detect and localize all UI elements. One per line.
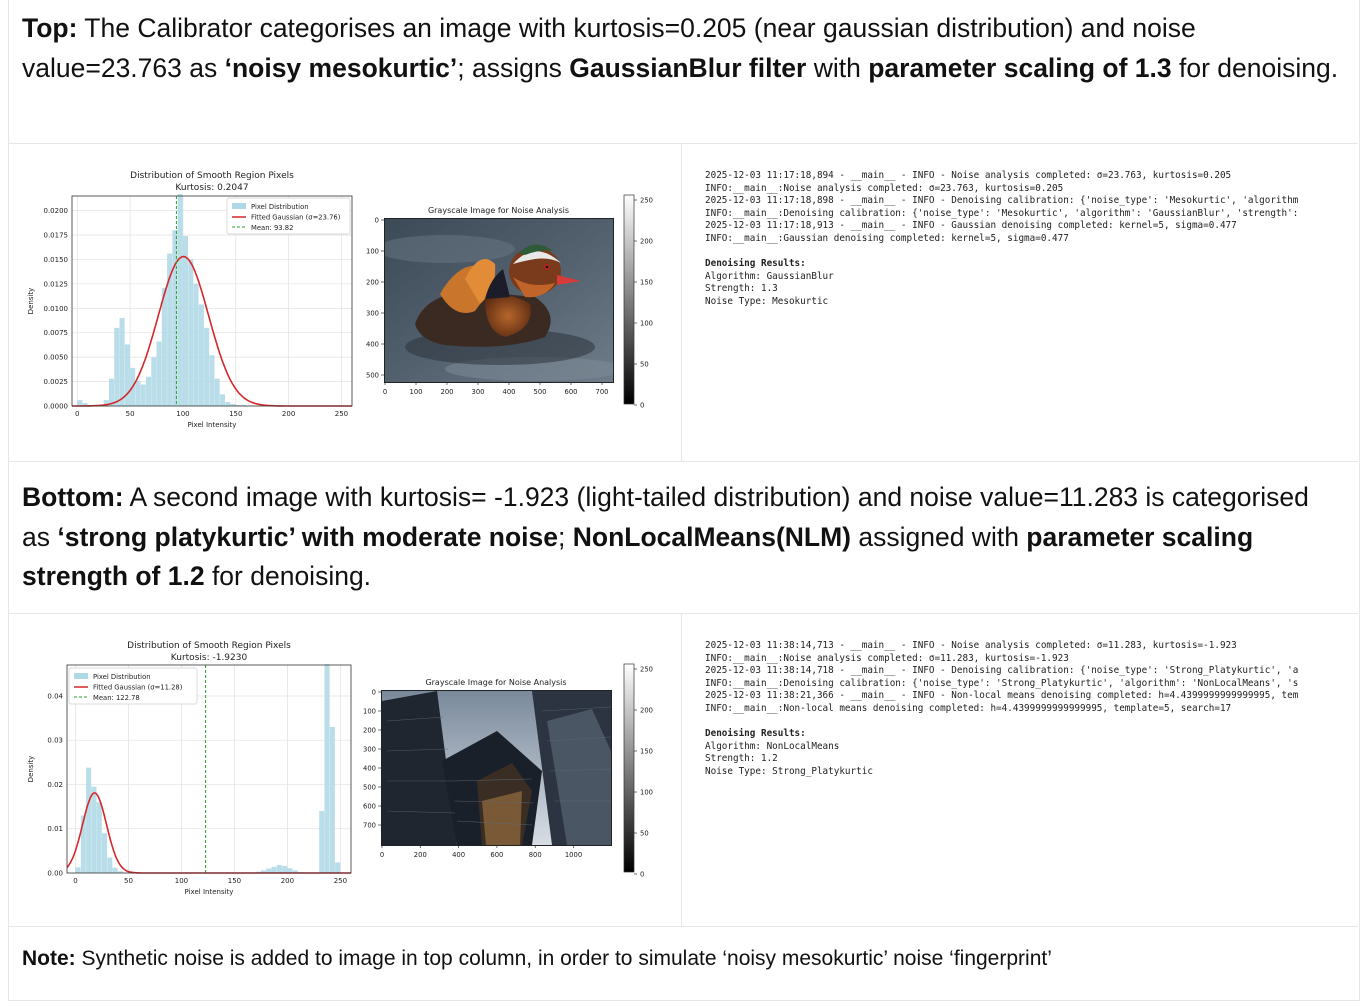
- text: with: [806, 52, 869, 83]
- colorbar-tick-label: 200: [640, 706, 653, 715]
- histogram-bar: [215, 379, 220, 406]
- x-tick-label: 100: [409, 388, 423, 396]
- histogram-bar: [194, 284, 199, 406]
- text: ; assigns: [457, 52, 570, 83]
- chart-subtitle: Kurtosis: 0.2047: [175, 183, 249, 193]
- x-axis-label: Pixel Intensity: [187, 421, 237, 429]
- x-tick-label: 50: [125, 410, 135, 418]
- note: [22, 944, 1052, 974]
- colorbar-tick-label: 250: [640, 196, 653, 205]
- histogram-bar: [225, 402, 230, 406]
- note-label: Note:: [22, 947, 76, 970]
- histogram-bar: [178, 194, 183, 406]
- colorbar-tick-label: 250: [640, 665, 653, 674]
- x-tick-label: 700: [595, 388, 609, 396]
- histogram-bar: [272, 867, 277, 873]
- y-tick-label: 0.02: [47, 780, 63, 789]
- results-header: Denoising Results:: [705, 258, 806, 270]
- y-tick-label: 0: [374, 216, 379, 225]
- top-description: [22, 9, 1342, 88]
- bold-text: GaussianBlur filter: [569, 52, 807, 83]
- x-tick-label: 1000: [564, 851, 583, 859]
- colorbar-tick-label: 200: [640, 237, 653, 246]
- log-line: 2025-12-03 11:17:18,898 - __main__ - INFO - Denoising calibration: {'noise_type': 'Mesokurtic', 'algorithm: [705, 195, 1299, 207]
- colorbar-tick-label: 150: [640, 747, 653, 756]
- y-tick-label: 0: [371, 688, 376, 697]
- bold-text: NonLocalMeans(NLM): [572, 521, 851, 552]
- chart-subtitle: Kurtosis: -1.9230: [170, 653, 248, 663]
- colorbar-tick-label: 100: [640, 788, 653, 797]
- colorbar-tick-label: 150: [640, 278, 653, 287]
- bold-text: ‘strong platykurtic’ with moderate noise: [57, 521, 559, 552]
- y-tick-label: 0.0100: [43, 304, 68, 313]
- y-axis-label: Density: [27, 287, 35, 315]
- x-tick-label: 200: [440, 388, 454, 396]
- histogram-bar: [125, 344, 130, 406]
- x-tick-label: 400: [452, 851, 466, 859]
- y-tick-label: 100: [366, 247, 379, 256]
- results-header: Denoising Results:: [705, 728, 806, 740]
- histogram-bar: [97, 802, 102, 873]
- colorbar-tick-label: 0: [640, 401, 645, 410]
- x-tick-label: 100: [174, 877, 189, 885]
- histogram-bar: [75, 867, 80, 873]
- y-axis-label: Density: [27, 755, 35, 783]
- log-line: INFO:__main__:Noise analysis completed: σ=23.763, kurtosis=0.205: [705, 182, 1064, 194]
- histogram-bar: [199, 304, 204, 406]
- image-title: Grayscale Image for Noise Analysis: [427, 206, 570, 215]
- x-tick-label: 200: [281, 410, 296, 418]
- x-tick-label: 250: [333, 877, 348, 885]
- y-tick-label: 300: [363, 745, 376, 754]
- bold-text: Top:: [22, 13, 78, 43]
- x-tick-label: 400: [502, 388, 516, 396]
- x-axis-label: Pixel Intensity: [184, 888, 234, 896]
- x-tick-label: 150: [227, 877, 242, 885]
- legend-label: Fitted Gaussian (σ=11.28): [93, 683, 183, 692]
- x-tick-label: 600: [564, 388, 578, 396]
- result-line: Algorithm: NonLocalMeans: [705, 740, 840, 752]
- divider: [8, 143, 1358, 144]
- legend-label: Mean: 93.82: [251, 224, 294, 232]
- histogram-bar: [146, 377, 151, 406]
- y-tick-label: 0.03: [47, 736, 63, 745]
- text: for denoising.: [204, 561, 372, 591]
- x-tick-label: 200: [280, 877, 295, 885]
- y-tick-label: 200: [363, 726, 376, 735]
- y-tick-label: 0.0200: [43, 207, 68, 216]
- grayscale-duck-photo: [384, 218, 614, 383]
- colorbar-tick-label: 50: [640, 829, 649, 838]
- bottom-description: [22, 478, 1342, 597]
- divider: [8, 926, 1358, 927]
- legend-swatch-bar: [232, 203, 246, 209]
- x-tick-label: 250: [334, 410, 349, 418]
- histogram-bar: [188, 259, 193, 406]
- histogram-chart-bottom: [24, 636, 362, 898]
- log-line: 2025-12-03 11:17:18,894 - __main__ - INFO - Noise analysis completed: σ=23.763, kurtosis=0.205: [705, 170, 1232, 181]
- log-line: INFO:__main__:Denoising calibration: {'noise_type': 'Strong_Platykurtic', 'algorithm': 'NonLocalMeans', 's: [705, 677, 1299, 689]
- text: assigned with: [851, 521, 1027, 552]
- histogram-bar: [141, 385, 146, 406]
- histogram-bar: [91, 787, 96, 873]
- histogram-bar: [114, 328, 119, 406]
- log-gap: [705, 246, 1338, 259]
- colorbar-tick-label: 0: [640, 870, 645, 879]
- histogram-bar: [107, 858, 112, 873]
- x-tick-label: 600: [490, 851, 504, 859]
- x-tick-label: 200: [413, 851, 427, 859]
- x-tick-label: 800: [528, 851, 542, 859]
- log-gap: [705, 716, 1338, 729]
- result-line: Strength: 1.2: [705, 753, 778, 765]
- y-tick-label: 0.04: [47, 692, 63, 701]
- histogram-bar: [135, 381, 140, 406]
- x-tick-label: 100: [176, 410, 190, 418]
- bold-text: ‘noisy mesokurtic’: [224, 52, 458, 83]
- histogram-bar: [183, 236, 188, 406]
- bold-text: parameter scaling of 1.3: [868, 52, 1172, 83]
- result-line: Algorithm: GaussianBlur: [705, 270, 834, 282]
- chart-title: Distribution of Smooth Region Pixels: [127, 641, 291, 651]
- histogram-bar: [282, 866, 287, 873]
- x-tick-label: 0: [75, 410, 80, 418]
- log-line: 2025-12-03 11:38:14,718 - __main__ - INFO - Denoising calibration: {'noise_type': 'Strong_Platykurtic', 'a: [705, 665, 1299, 677]
- x-tick-label: 500: [533, 388, 547, 396]
- histogram-chart-top: [24, 166, 362, 436]
- grayscale-skyscraper-photo: [381, 690, 612, 846]
- log-line: 2025-12-03 11:17:18,913 - __main__ - INFO - Gaussian denoising completed: kernel=5, sigma=0.477: [705, 220, 1237, 232]
- log-output-top: [705, 170, 1338, 320]
- y-tick-label: 0.0025: [43, 378, 68, 387]
- y-tick-label: 0.01: [47, 825, 63, 834]
- histogram-bar: [319, 811, 324, 873]
- colorbar-bottom: [620, 660, 670, 880]
- y-tick-label: 0.0000: [43, 402, 68, 411]
- histogram-bar: [162, 288, 167, 406]
- log-line: 2025-12-03 11:38:14,713 - __main__ - INFO - Noise analysis completed: σ=11.283, kurtosis=-1.923: [705, 640, 1237, 651]
- histogram-bar: [77, 400, 82, 406]
- y-tick-label: 200: [366, 278, 379, 287]
- divider: [8, 613, 1358, 614]
- text: for denoising.: [1171, 52, 1339, 83]
- chart-title: Distribution of Smooth Region Pixels: [130, 171, 294, 181]
- log-line: INFO:__main__:Denoising calibration: {'noise_type': 'Mesokurtic', 'algorithm': 'GaussianBlur', 'strength':: [705, 207, 1299, 219]
- log-line: INFO:__main__:Non-local means denoising completed: h=4.4399999999999995, template=5, search=17: [705, 702, 1232, 714]
- y-tick-label: 600: [363, 802, 376, 811]
- y-tick-label: 400: [363, 764, 376, 773]
- histogram-bar: [277, 865, 282, 873]
- result-line: Noise Type: Mesokurtic: [705, 295, 829, 307]
- x-tick-label: 0: [379, 851, 385, 859]
- histogram-bar: [335, 862, 340, 873]
- colorbar-top: [620, 190, 670, 412]
- bold-text: Bottom:: [22, 482, 124, 512]
- histogram-bar: [209, 355, 214, 406]
- image-title: Grayscale Image for Noise Analysis: [425, 678, 567, 687]
- histogram-bar: [204, 328, 209, 406]
- y-tick-label: 0.0075: [43, 329, 68, 338]
- column-divider: [681, 613, 682, 926]
- histogram-bar: [157, 342, 162, 406]
- histogram-bar: [86, 768, 91, 873]
- y-tick-label: 500: [363, 783, 376, 792]
- legend-label: Fitted Gaussian (σ=23.76): [251, 213, 341, 222]
- histogram-bar: [109, 379, 114, 406]
- histogram-bar: [325, 664, 330, 873]
- y-tick-label: 500: [366, 371, 379, 380]
- histogram-bar: [120, 318, 125, 406]
- result-line: Strength: 1.3: [705, 283, 778, 295]
- y-tick-label: 0.0175: [43, 231, 68, 240]
- y-tick-label: 0.0125: [43, 280, 68, 289]
- log-output-bottom: [705, 640, 1338, 790]
- x-tick-label: 150: [229, 410, 243, 418]
- y-tick-label: 300: [366, 309, 379, 318]
- legend-swatch-bar: [74, 673, 88, 679]
- x-tick-label: 300: [471, 388, 485, 396]
- y-tick-label: 400: [366, 340, 379, 349]
- bold-text: parameter scaling strength of 1.2: [22, 521, 1254, 591]
- y-tick-label: 0.00: [47, 869, 63, 878]
- text: ;: [558, 521, 573, 552]
- x-tick-label: 0: [73, 877, 78, 885]
- divider: [8, 461, 1358, 462]
- histogram-bar: [151, 357, 156, 406]
- log-line: 2025-12-03 11:38:21,366 - __main__ - INFO - Non-local means denoising completed: h=4.4399999999999995, tem: [705, 690, 1299, 702]
- colorbar-scale: [624, 195, 634, 404]
- histogram-bar: [330, 727, 335, 873]
- legend-label: Pixel Distribution: [93, 673, 151, 681]
- y-tick-label: 100: [363, 707, 376, 716]
- histogram-bar: [102, 833, 107, 873]
- y-tick-label: 0.0050: [43, 353, 68, 362]
- result-line: Noise Type: Strong_Platykurtic: [705, 765, 873, 777]
- x-tick-label: 0: [382, 388, 388, 396]
- legend-label: Pixel Distribution: [251, 203, 309, 211]
- histogram-bar: [220, 394, 225, 406]
- y-tick-label: 0.0150: [43, 255, 68, 264]
- x-tick-label: 50: [124, 877, 133, 885]
- histogram-bar: [113, 868, 118, 873]
- log-line: INFO:__main__:Gaussian denoising completed: kernel=5, sigma=0.477: [705, 232, 1069, 244]
- y-tick-label: 700: [363, 821, 376, 830]
- note-text: Synthetic noise is added to image in top column, in order to simulate ‘noisy mesokurtic’ noise ‘fingerprint’: [75, 947, 1052, 970]
- text: A second image with kurtosis= -1.923 (light-tailed distribution) and noise value=11.283 is categorised as: [22, 482, 1309, 552]
- column-divider: [681, 143, 682, 461]
- colorbar-tick-label: 100: [640, 319, 653, 328]
- legend-label: Mean: 122.78: [93, 694, 140, 702]
- colorbar-scale: [624, 664, 634, 872]
- log-line: INFO:__main__:Noise analysis completed: σ=11.283, kurtosis=-1.923: [705, 652, 1069, 664]
- colorbar-tick-label: 50: [640, 360, 649, 369]
- text: The Calibrator categorises an image with kurtosis=0.205 (near gaussian distribution) and noise value=23.763 as: [22, 13, 1196, 83]
